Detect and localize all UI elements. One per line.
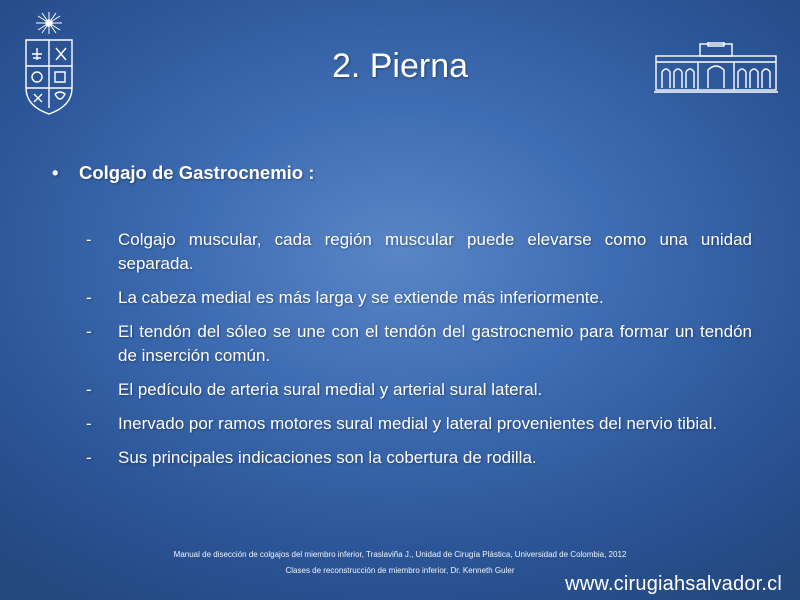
dash-icon: - <box>86 288 92 307</box>
slide-title: 2. Pierna <box>331 47 469 85</box>
list-item <box>84 446 752 470</box>
list-item-text: Colgajo muscular, cada región muscular puede elevarse como una unidad separada. <box>118 230 752 273</box>
website-link[interactable]: www.cirugiahsalvador.cl <box>565 573 782 595</box>
content-list <box>84 228 752 480</box>
section-heading <box>52 162 314 184</box>
list-item <box>84 320 752 368</box>
list-item <box>84 378 752 402</box>
list-item <box>84 286 752 310</box>
bullet-icon: • <box>52 162 59 183</box>
dash-icon: - <box>86 448 92 467</box>
dash-icon: - <box>86 230 92 249</box>
heading-text: Colgajo de Gastrocnemio : <box>79 162 315 183</box>
dash-icon: - <box>86 380 92 399</box>
list-item-text: La cabeza medial es más larga y se extiende más inferiormente. <box>118 288 604 307</box>
footer-reference-2: Clases de reconstrucción de miembro inferior, Dr. Kenneth Guler <box>285 566 515 575</box>
list-item-text: Sus principales indicaciones son la cobertura de rodilla. <box>118 448 537 467</box>
list-item <box>84 412 752 436</box>
dash-icon: - <box>86 322 92 341</box>
list-item-text: El tendón del sóleo se une con el tendón del gastrocnemio para formar un tendón de inserción común. <box>118 322 752 365</box>
footer-reference-1: Manual de disección de colgajos del miembro inferior, Traslaviña J., Unidad de Cirugía Plástica, Universidad de Colombia, 2012 <box>173 550 627 559</box>
list-item-text: Inervado por ramos motores sural medial y lateral provenientes del nervio tibial. <box>118 414 718 433</box>
list-item <box>84 228 752 276</box>
dash-icon: - <box>86 414 92 433</box>
list-item-text: El pedículo de arteria sural medial y arterial sural lateral. <box>118 380 543 399</box>
